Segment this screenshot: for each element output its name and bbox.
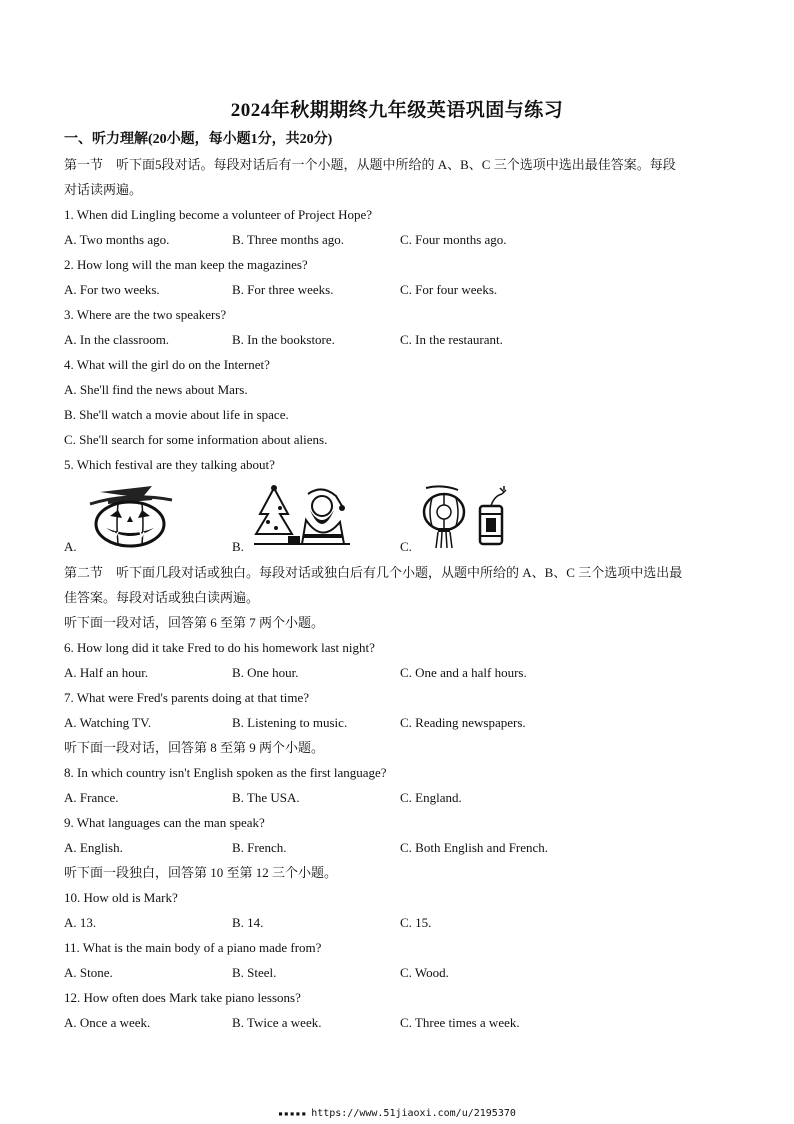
question-4-option-b: B. She'll watch a movie about life in space. bbox=[64, 407, 289, 422]
question-6-stem: 6. How long did it take Fred to do his homework last night? bbox=[64, 640, 375, 655]
question-10-option-a: A. 13. bbox=[64, 915, 97, 930]
question-10-option-c: C. 15. bbox=[400, 915, 432, 930]
question-1-option-c: C. Four months ago. bbox=[400, 232, 507, 247]
instruction-q6-q7: 听下面一段对话，回答第 6 至第 7 两个小题。 bbox=[64, 615, 325, 630]
question-8-stem: 8. In which country isn't English spoken as the first language? bbox=[64, 765, 387, 780]
footer-dots-icon: ▪▪▪▪▪ bbox=[278, 1109, 308, 1118]
part1-instruction-line1: 第一节 听下面5段对话。每段对话后有一个小题，从题中所给的 A、B、C 三个选项中选出最佳答案。每段 bbox=[64, 157, 676, 172]
question-9-stem: 9. What languages can the man speak? bbox=[64, 815, 265, 830]
question-6-option-c: C. One and a half hours. bbox=[400, 665, 527, 680]
question-1-option-b: B. Three months ago. bbox=[232, 232, 345, 247]
question-3-stem: 3. Where are the two speakers? bbox=[64, 307, 227, 322]
question-11-option-c: C. Wood. bbox=[400, 965, 449, 980]
question-7-option-c: C. Reading newspapers. bbox=[400, 715, 526, 730]
question-2-option-a: A. For two weeks. bbox=[64, 282, 160, 297]
question-5-option-c: C. bbox=[400, 539, 412, 554]
question-3-option-a: A. In the classroom. bbox=[64, 332, 170, 347]
question-10-option-b: B. 14. bbox=[232, 915, 264, 930]
question-2-option-c: C. For four weeks. bbox=[400, 282, 498, 297]
question-11-option-b: B. Steel. bbox=[232, 965, 277, 980]
page-title: 2024年秋期期终九年级英语巩固与练习 bbox=[230, 100, 564, 121]
question-12-option-a: A. Once a week. bbox=[64, 1015, 151, 1030]
question-7-option-a: A. Watching TV. bbox=[64, 715, 152, 730]
question-6-option-a: A. Half an hour. bbox=[64, 665, 149, 680]
question-2-stem: 2. How long will the man keep the magazines? bbox=[64, 257, 308, 272]
question-4-option-a: A. She'll find the news about Mars. bbox=[64, 382, 248, 397]
question-5-option-a: A. bbox=[64, 539, 77, 554]
question-4-option-c: C. She'll search for some information about aliens. bbox=[64, 432, 328, 447]
question-8-option-b: B. The USA. bbox=[232, 790, 300, 805]
footer bbox=[0, 1108, 794, 1119]
section-heading: 一、听力理解(20小题，每小题1分，共20分) bbox=[64, 132, 333, 147]
question-3-option-b: B. In the bookstore. bbox=[232, 332, 335, 347]
question-1-stem: 1. When did Lingling become a volunteer of Project Hope? bbox=[64, 207, 373, 222]
question-4-stem: 4. What will the girl do on the Internet? bbox=[64, 357, 270, 372]
question-3-option-c: C. In the restaurant. bbox=[400, 332, 503, 347]
question-9-option-c: C. Both English and French. bbox=[400, 840, 549, 855]
question-8-option-a: A. France. bbox=[64, 790, 119, 805]
question-9-option-a: A. English. bbox=[64, 840, 123, 855]
instruction-q10-q12: 听下面一段独白，回答第 10 至第 12 三个小题。 bbox=[64, 865, 338, 880]
question-5-option-b: B. bbox=[232, 539, 244, 554]
part2-instruction-line2: 佳答案。每段对话或独白读两遍。 bbox=[64, 590, 260, 605]
instruction-q8-q9: 听下面一段对话，回答第 8 至第 9 两个小题。 bbox=[64, 740, 325, 755]
christmas-santa-tree-icon bbox=[252, 484, 352, 550]
question-7-option-b: B. Listening to music. bbox=[232, 715, 348, 730]
question-10-stem: 10. How old is Mark? bbox=[64, 890, 178, 905]
halloween-pumpkin-icon bbox=[80, 484, 180, 550]
question-12-stem: 12. How often does Mark take piano lessons? bbox=[64, 990, 301, 1005]
question-1-option-a: A. Two months ago. bbox=[64, 232, 170, 247]
lantern-firecracker-icon bbox=[418, 484, 518, 550]
part1-instruction-line2: 对话读两遍。 bbox=[64, 182, 143, 197]
question-11-option-a: A. Stone. bbox=[64, 965, 113, 980]
question-5-stem: 5. Which festival are they talking about? bbox=[64, 457, 275, 472]
question-9-option-b: B. French. bbox=[232, 840, 287, 855]
question-8-option-c: C. England. bbox=[400, 790, 462, 805]
question-12-option-c: C. Three times a week. bbox=[400, 1015, 520, 1030]
question-6-option-b: B. One hour. bbox=[232, 665, 299, 680]
question-12-option-b: B. Twice a week. bbox=[232, 1015, 322, 1030]
question-7-stem: 7. What were Fred's parents doing at that time? bbox=[64, 690, 310, 705]
question-11-stem: 11. What is the main body of a piano made from? bbox=[64, 940, 322, 955]
question-2-option-b: B. For three weeks. bbox=[232, 282, 334, 297]
footer-url-link[interactable]: https://www.51jiaoxi.com/u/2195370 bbox=[311, 1108, 516, 1119]
part2-instruction-line1: 第二节 听下面几段对话或独白。每段对话或独白后有几个小题，从题中所给的 A、B、C 三个选项中选出最 bbox=[64, 565, 683, 580]
